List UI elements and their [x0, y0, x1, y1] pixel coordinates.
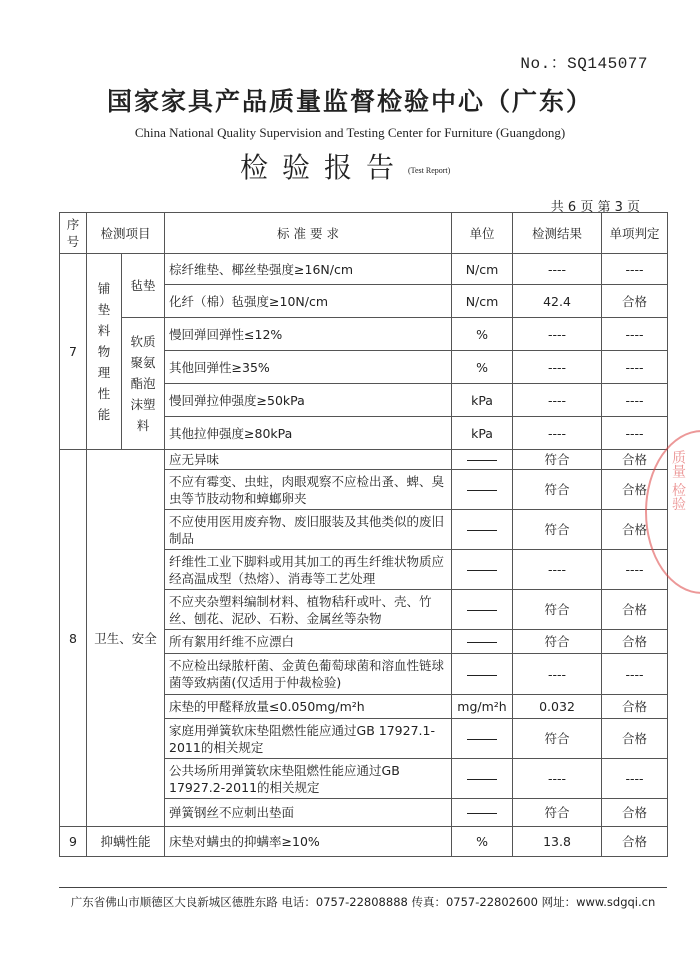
page-info: 共 6 页 第 3 页 [550, 200, 640, 215]
title-english: China National Quality Supervision and Testing Center for Furniture (Guangdong) [134, 125, 566, 140]
header-result: 检测结果 [513, 213, 602, 254]
verdict-cell: ---- [602, 384, 668, 417]
requirement-cell: 应无异味 [165, 450, 452, 470]
unit-cell [452, 510, 513, 550]
result-cell: ---- [513, 759, 602, 799]
unit-cell: kPa [452, 417, 513, 450]
footer-contact: 广东省佛山市顺德区大良新城区德胜东路 电话：0757-22808888 传真：0757-22802600 网址：www.sdgqi.cn [70, 895, 656, 909]
report-title: 检验报告 [240, 151, 409, 184]
dash-mark [467, 813, 497, 814]
verdict-cell: ---- [602, 654, 668, 695]
category-cell: 卫生、安全 [87, 450, 165, 827]
requirement-cell: 不应有霉变、虫蛀，肉眼观察不应检出蚤、蜱、臭虫等节肢动物和蟑螂卵夹 [165, 470, 452, 510]
unit-cell [452, 450, 513, 470]
unit-cell [452, 759, 513, 799]
verdict-cell: ---- [602, 254, 668, 285]
unit-cell: % [452, 351, 513, 384]
requirement-cell: 所有絮用纤维不应漂白 [165, 630, 452, 654]
header-unit: 单位 [452, 213, 513, 254]
result-cell: ---- [513, 351, 602, 384]
result-cell: 42.4 [513, 285, 602, 318]
requirement-cell: 纤维性工业下脚料或用其加工的再生纤维状物质应经高温成型（热熔）、消毒等工艺处理 [165, 550, 452, 590]
unit-cell [452, 719, 513, 759]
result-cell: 符合 [513, 719, 602, 759]
result-cell: 符合 [513, 799, 602, 827]
requirement-cell: 棕纤维垫、椰丝垫强度≥16N/cm [165, 254, 452, 285]
unit-cell [452, 470, 513, 510]
unit-cell: % [452, 827, 513, 857]
unit-cell: N/cm [452, 285, 513, 318]
result-cell: ---- [513, 384, 602, 417]
report-title-english: (Test Report) [408, 166, 451, 175]
table-row [60, 318, 668, 351]
verdict-cell: 合格 [602, 719, 668, 759]
verdict-cell: 合格 [602, 470, 668, 510]
unit-cell: % [452, 318, 513, 351]
verdict-cell: 合格 [602, 827, 668, 857]
dash-mark [467, 460, 497, 461]
footer-divider [59, 887, 667, 888]
result-cell: 0.032 [513, 695, 602, 719]
dash-mark [467, 642, 497, 643]
result-cell: 符合 [513, 470, 602, 510]
result-cell: ---- [513, 318, 602, 351]
verdict-cell: 合格 [602, 590, 668, 630]
dash-mark [467, 530, 497, 531]
unit-cell [452, 590, 513, 630]
result-cell: 符合 [513, 630, 602, 654]
requirement-cell: 其他拉伸强度≥80kPa [165, 417, 452, 450]
dash-mark [467, 610, 497, 611]
report-number: No.：SQ145077 [520, 55, 648, 73]
unit-cell [452, 799, 513, 827]
seq-cell: 8 [60, 450, 87, 827]
dash-mark [467, 490, 497, 491]
title-chinese: 国家家具产品质量监督检验中心（广东） [106, 87, 593, 116]
verdict-cell: 合格 [602, 799, 668, 827]
subcategory-cell: 软质聚氨酯泡沫塑料 [122, 318, 165, 450]
stamp-text: 质量 检验 [670, 450, 686, 511]
requirement-cell: 床垫对螨虫的抑螨率≥10% [165, 827, 452, 857]
verdict-cell: 合格 [602, 450, 668, 470]
category-cell: 抑螨性能 [87, 827, 165, 857]
header-seq: 序号 [60, 213, 87, 254]
unit-cell [452, 550, 513, 590]
unit-cell [452, 654, 513, 695]
table-row [60, 254, 668, 285]
result-cell: 符合 [513, 590, 602, 630]
requirement-cell: 化纤（棉）毡强度≥10N/cm [165, 285, 452, 318]
table-row [60, 450, 668, 470]
unit-cell: N/cm [452, 254, 513, 285]
unit-cell: mg/m²h [452, 695, 513, 719]
verdict-cell: ---- [602, 351, 668, 384]
requirement-cell: 家庭用弹簧软床垫阻燃性能应通过GB 17927.1-2011的相关规定 [165, 719, 452, 759]
requirement-cell: 其他回弹性≥35% [165, 351, 452, 384]
seq-cell: 9 [60, 827, 87, 857]
verdict-cell: 合格 [602, 630, 668, 654]
seq-cell: 7 [60, 254, 87, 450]
result-cell: ---- [513, 417, 602, 450]
verdict-cell: ---- [602, 759, 668, 799]
header-standard: 标 准 要 求 [165, 213, 452, 254]
header-item: 检测项目 [87, 213, 165, 254]
requirement-cell: 慢回弹回弹性≤12% [165, 318, 452, 351]
result-cell: 符合 [513, 510, 602, 550]
table-header-row [60, 213, 668, 254]
category-cell: 铺垫料物理性能 [87, 254, 122, 450]
result-cell: 符合 [513, 450, 602, 470]
result-cell: ---- [513, 550, 602, 590]
header-verdict: 单项判定 [602, 213, 668, 254]
requirement-cell: 公共场所用弹簧软床垫阻燃性能应通过GB 17927.2-2011的相关规定 [165, 759, 452, 799]
requirement-cell: 不应使用医用废弃物、废旧服装及其他类似的废旧制品 [165, 510, 452, 550]
verdict-cell: ---- [602, 318, 668, 351]
unit-cell: kPa [452, 384, 513, 417]
verdict-cell: 合格 [602, 510, 668, 550]
requirement-cell: 床垫的甲醛释放量≤0.050mg/m²h [165, 695, 452, 719]
dash-mark [467, 779, 497, 780]
verdict-cell: 合格 [602, 285, 668, 318]
unit-cell [452, 630, 513, 654]
dash-mark [467, 570, 497, 571]
result-cell: 13.8 [513, 827, 602, 857]
requirement-cell: 不应夹杂塑料编制材料、植物秸秆或叶、壳、竹丝、刨花、泥砂、石粉、金属丝等杂物 [165, 590, 452, 630]
result-cell: ---- [513, 654, 602, 695]
verdict-cell: ---- [602, 550, 668, 590]
test-results-table [59, 212, 668, 857]
requirement-cell: 不应检出绿脓杆菌、金黄色葡萄球菌和溶血性链球菌等致病菌(仅适用于仲裁检验) [165, 654, 452, 695]
table-row [60, 827, 668, 857]
requirement-cell: 慢回弹拉伸强度≥50kPa [165, 384, 452, 417]
verdict-cell: 合格 [602, 695, 668, 719]
dash-mark [467, 739, 497, 740]
dash-mark [467, 675, 497, 676]
verdict-cell: ---- [602, 417, 668, 450]
requirement-cell: 弹簧钢丝不应刺出垫面 [165, 799, 452, 827]
result-cell: ---- [513, 254, 602, 285]
subcategory-cell: 毡垫 [122, 254, 165, 318]
